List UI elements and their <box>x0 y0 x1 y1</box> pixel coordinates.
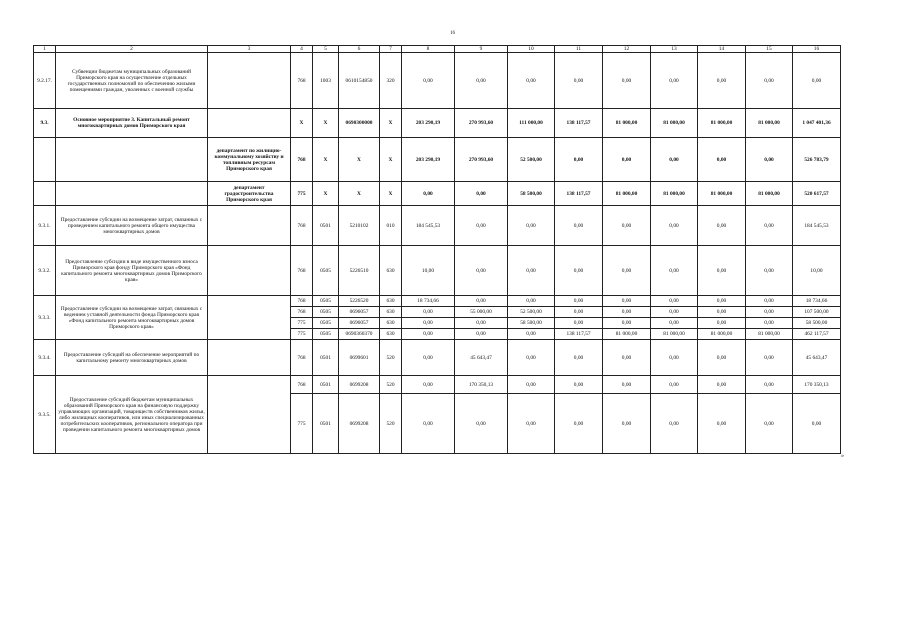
value-cell: 10,00 <box>402 246 455 296</box>
value-cell: 111 000,00 <box>508 109 555 138</box>
table-row <box>34 296 841 307</box>
value-cell: 270 993,60 <box>455 109 508 138</box>
value-cell: 0,00 <box>746 53 793 109</box>
row-description: Предоставление субсидий на обеспечение мероприятий по капитальному ремонту многоквартирных домов <box>56 340 208 376</box>
code-grbs: 775 <box>291 318 313 329</box>
value-cell: 0,00 <box>698 138 746 182</box>
header-cell: 8 <box>402 46 455 53</box>
header-cell: 14 <box>698 46 746 53</box>
value-cell: 0,00 <box>555 296 603 307</box>
row-description: Предоставление субсидий бюджетам муниципальных образований Приморского края на финансовую поддержку управляющих организаций, товариществ собственников жилья, либо жилищных кооперативов, или иных специализированных потребительских кооперативов, регионального оператора при проведении капитального ремонта многоквартирных домов <box>56 376 208 454</box>
value-cell: 10,00 <box>793 246 841 296</box>
row-executor: департамент по жилищно-коммунальному хозяйству и топливным ресурсам Приморского края <box>208 138 291 182</box>
value-cell: 0,00 <box>698 376 746 394</box>
row-executor <box>208 376 291 454</box>
code-type: X <box>380 182 402 206</box>
code-type: 520 <box>380 340 402 376</box>
page-number: 16 <box>450 31 455 36</box>
value-cell: 0,00 <box>455 318 508 329</box>
value-cell: 0,00 <box>651 376 698 394</box>
value-cell: 0,00 <box>746 376 793 394</box>
code-target: X <box>339 182 380 206</box>
value-cell: 18 734,66 <box>793 296 841 307</box>
code-section: 0505 <box>313 246 339 296</box>
value-cell: 0,00 <box>746 246 793 296</box>
value-cell: 0,00 <box>698 318 746 329</box>
header-cell: 6 <box>339 46 380 53</box>
header-cell: 16 <box>793 46 841 53</box>
code-target: 5226520 <box>339 296 380 307</box>
value-cell: 0,00 <box>603 340 651 376</box>
value-cell: 138 117,57 <box>555 329 603 340</box>
value-cell: 81 000,00 <box>698 109 746 138</box>
row-number: 9.3.3. <box>34 296 56 340</box>
value-cell: 0,00 <box>402 307 455 318</box>
value-cell: 0,00 <box>746 318 793 329</box>
header-cell: 1 <box>34 46 56 53</box>
row-number <box>34 182 56 206</box>
value-cell: 0,00 <box>455 329 508 340</box>
value-cell: 0,00 <box>651 394 698 454</box>
code-type: 010 <box>380 206 402 246</box>
header-cell: 9 <box>455 46 508 53</box>
code-type: 520 <box>380 376 402 394</box>
value-cell: 81 000,00 <box>651 329 698 340</box>
code-target: X <box>339 138 380 182</box>
value-cell: 45 643,47 <box>793 340 841 376</box>
value-cell: 0,00 <box>555 318 603 329</box>
value-cell: 107 500,00 <box>793 307 841 318</box>
margin-mark: » <box>841 453 844 459</box>
header-cell: 15 <box>746 46 793 53</box>
value-cell: 203 290,19 <box>402 109 455 138</box>
value-cell: 462 117,57 <box>793 329 841 340</box>
value-cell: 0,00 <box>698 53 746 109</box>
code-section: X <box>313 138 339 182</box>
value-cell: 0,00 <box>455 182 508 206</box>
code-type: 320 <box>380 53 402 109</box>
code-type: 520 <box>380 394 402 454</box>
code-section: 1003 <box>313 53 339 109</box>
row-number: 9.3.5. <box>34 376 56 454</box>
value-cell: 0,00 <box>455 246 508 296</box>
header-cell: 2 <box>56 46 208 53</box>
value-cell: 0,00 <box>402 394 455 454</box>
value-cell: 1 047 401,36 <box>793 109 841 138</box>
row-executor: департамент градостроительства Приморского края <box>208 182 291 206</box>
value-cell: 0,00 <box>603 394 651 454</box>
value-cell: 0,00 <box>555 307 603 318</box>
value-cell: 0,00 <box>603 138 651 182</box>
value-cell: 58 500,00 <box>508 182 555 206</box>
row-executor <box>208 296 291 340</box>
code-type: X <box>380 109 402 138</box>
code-target: 5226510 <box>339 246 380 296</box>
row-executor <box>208 109 291 138</box>
value-cell: 0,00 <box>698 340 746 376</box>
header-row <box>34 46 841 53</box>
value-cell: 0,00 <box>402 318 455 329</box>
code-type: 630 <box>380 318 402 329</box>
value-cell: 0,00 <box>555 376 603 394</box>
value-cell: 0,00 <box>793 53 841 109</box>
value-cell: 0,00 <box>455 394 508 454</box>
value-cell: 81 000,00 <box>603 182 651 206</box>
value-cell: 0,00 <box>603 296 651 307</box>
row-description: Основное мероприятие 3. Капитальный ремонт многоквартирных домов Приморского края <box>56 109 208 138</box>
value-cell: 203 290,19 <box>402 138 455 182</box>
table-row <box>34 246 841 296</box>
value-cell: 0,00 <box>508 246 555 296</box>
value-cell: 18 734,66 <box>402 296 455 307</box>
code-type: 630 <box>380 296 402 307</box>
value-cell: 0,00 <box>402 329 455 340</box>
row-description: Предоставление субсидии в виде имущественного взноса Приморского края фонду Приморского края «Фонд капитального ремонта многоквартирных домов Приморского края» <box>56 246 208 296</box>
row-description <box>56 138 208 182</box>
code-type: X <box>380 138 402 182</box>
row-description: Предоставление субсидии на возмещение затрат, связанных с проведением капитального ремонта общего имущества многоквартирных домов <box>56 206 208 246</box>
value-cell: 0,00 <box>402 376 455 394</box>
value-cell: 0,00 <box>402 182 455 206</box>
value-cell: 0,00 <box>508 296 555 307</box>
header-cell: 4 <box>291 46 313 53</box>
code-section: 0501 <box>313 340 339 376</box>
value-cell: 0,00 <box>746 307 793 318</box>
table-row <box>34 182 841 206</box>
code-grbs: 775 <box>291 182 313 206</box>
table-row <box>34 109 841 138</box>
row-executor <box>208 246 291 296</box>
value-cell: 0,00 <box>555 138 603 182</box>
value-cell: 0,00 <box>746 206 793 246</box>
code-grbs: 775 <box>291 394 313 454</box>
value-cell: 0,00 <box>508 329 555 340</box>
budget-table <box>33 45 841 454</box>
value-cell: 0,00 <box>603 376 651 394</box>
value-cell: 0,00 <box>555 53 603 109</box>
value-cell: 0,00 <box>508 53 555 109</box>
value-cell: 0,00 <box>698 246 746 296</box>
code-section: 0505 <box>313 307 339 318</box>
row-number: 9.3.4. <box>34 340 56 376</box>
code-section: X <box>313 182 339 206</box>
row-executor <box>208 206 291 246</box>
value-cell: 170 350,13 <box>793 376 841 394</box>
value-cell: 0,00 <box>698 296 746 307</box>
value-cell: 170 350,13 <box>455 376 508 394</box>
value-cell: 0,00 <box>455 53 508 109</box>
row-number: 9.3.2. <box>34 246 56 296</box>
value-cell: 0,00 <box>651 206 698 246</box>
header-cell: 10 <box>508 46 555 53</box>
header-cell: 13 <box>651 46 698 53</box>
code-section: 0505 <box>313 318 339 329</box>
code-grbs: 768 <box>291 246 313 296</box>
code-grbs: 768 <box>291 53 313 109</box>
value-cell: 0,00 <box>651 138 698 182</box>
code-target: 0696057 <box>339 307 380 318</box>
value-cell: 81 000,00 <box>746 329 793 340</box>
row-number: 9.3.1. <box>34 206 56 246</box>
table-row <box>34 206 841 246</box>
value-cell: 0,00 <box>698 394 746 454</box>
row-executor <box>208 340 291 376</box>
code-section: 0505 <box>313 296 339 307</box>
value-cell: 0,00 <box>555 340 603 376</box>
value-cell: 81 000,00 <box>603 109 651 138</box>
code-target: 0699208 <box>339 394 380 454</box>
value-cell: 0,00 <box>603 246 651 296</box>
code-grbs: 768 <box>291 296 313 307</box>
value-cell: 81 000,00 <box>746 182 793 206</box>
value-cell: 0,00 <box>746 296 793 307</box>
table-row <box>34 340 841 376</box>
code-target: 0690360370 <box>339 329 380 340</box>
value-cell: 81 000,00 <box>603 329 651 340</box>
code-section: 0501 <box>313 394 339 454</box>
code-grbs: 768 <box>291 307 313 318</box>
value-cell: 52 500,00 <box>508 307 555 318</box>
value-cell: 45 643,47 <box>455 340 508 376</box>
code-section: X <box>313 109 339 138</box>
code-grbs: 768 <box>291 138 313 182</box>
value-cell: 0,00 <box>698 206 746 246</box>
value-cell: 0,00 <box>603 206 651 246</box>
code-section: 0501 <box>313 206 339 246</box>
code-target: 0690300000 <box>339 109 380 138</box>
row-executor <box>208 53 291 109</box>
table-row <box>34 138 841 182</box>
header-cell: 11 <box>555 46 603 53</box>
value-cell: 0,00 <box>651 53 698 109</box>
value-cell: 184 545,53 <box>402 206 455 246</box>
value-cell: 0,00 <box>746 340 793 376</box>
value-cell: 0,00 <box>402 340 455 376</box>
code-type: 630 <box>380 246 402 296</box>
value-cell: 81 000,00 <box>746 109 793 138</box>
value-cell: 138 117,57 <box>555 182 603 206</box>
value-cell: 0,00 <box>455 206 508 246</box>
value-cell: 138 117,57 <box>555 109 603 138</box>
value-cell: 0,00 <box>698 307 746 318</box>
value-cell: 0,00 <box>508 376 555 394</box>
value-cell: 81 000,00 <box>698 182 746 206</box>
code-target: 5210102 <box>339 206 380 246</box>
table-row <box>34 376 841 394</box>
value-cell: 58 500,00 <box>793 318 841 329</box>
value-cell: 0,00 <box>508 340 555 376</box>
header-cell: 3 <box>208 46 291 53</box>
code-target: 0696057 <box>339 318 380 329</box>
code-target: 0610154850 <box>339 53 380 109</box>
value-cell: 0,00 <box>402 53 455 109</box>
code-type: 630 <box>380 307 402 318</box>
code-type: 630 <box>380 329 402 340</box>
row-number: 9.2.17. <box>34 53 56 109</box>
value-cell: 526 783,79 <box>793 138 841 182</box>
code-section: 0505 <box>313 329 339 340</box>
row-description: Предоставление субсидии на возмещение затрат, связанных с ведением уставной деятельности фонда Приморского края «Фонд капитального ремонта многоквартирных домов Приморского края» <box>56 296 208 340</box>
value-cell: 0,00 <box>793 394 841 454</box>
code-grbs: 768 <box>291 376 313 394</box>
value-cell: 81 000,00 <box>698 329 746 340</box>
value-cell: 0,00 <box>651 340 698 376</box>
value-cell: 0,00 <box>746 138 793 182</box>
value-cell: 81 000,00 <box>651 109 698 138</box>
value-cell: 0,00 <box>455 296 508 307</box>
code-grbs: 768 <box>291 340 313 376</box>
value-cell: 0,00 <box>603 307 651 318</box>
value-cell: 55 000,00 <box>455 307 508 318</box>
code-grbs: 775 <box>291 329 313 340</box>
value-cell: 58 500,00 <box>508 318 555 329</box>
value-cell: 0,00 <box>555 246 603 296</box>
value-cell: 0,00 <box>651 307 698 318</box>
value-cell: 52 500,00 <box>508 138 555 182</box>
table-row <box>34 53 841 109</box>
value-cell: 81 000,00 <box>651 182 698 206</box>
value-cell: 270 993,60 <box>455 138 508 182</box>
row-description: Субвенции бюджетам муниципальных образований Приморского края на осуществление отдельных государственных полномочий по обеспечению жилыми помещениями граждан, уволенных с военной службы <box>56 53 208 109</box>
value-cell: 0,00 <box>651 246 698 296</box>
row-description <box>56 182 208 206</box>
code-grbs: X <box>291 109 313 138</box>
row-number: 9.3. <box>34 109 56 138</box>
code-section: 0501 <box>313 376 339 394</box>
code-grbs: 768 <box>291 206 313 246</box>
value-cell: 520 617,57 <box>793 182 841 206</box>
value-cell: 0,00 <box>603 53 651 109</box>
header-cell: 12 <box>603 46 651 53</box>
value-cell: 0,00 <box>508 394 555 454</box>
value-cell: 0,00 <box>651 296 698 307</box>
value-cell: 0,00 <box>555 206 603 246</box>
code-target: 0699601 <box>339 340 380 376</box>
header-cell: 5 <box>313 46 339 53</box>
value-cell: 0,00 <box>508 206 555 246</box>
row-number <box>34 138 56 182</box>
value-cell: 0,00 <box>603 318 651 329</box>
value-cell: 0,00 <box>651 318 698 329</box>
value-cell: 184 545,53 <box>793 206 841 246</box>
value-cell: 0,00 <box>746 394 793 454</box>
header-cell: 7 <box>380 46 402 53</box>
value-cell: 0,00 <box>555 394 603 454</box>
code-target: 0699208 <box>339 376 380 394</box>
